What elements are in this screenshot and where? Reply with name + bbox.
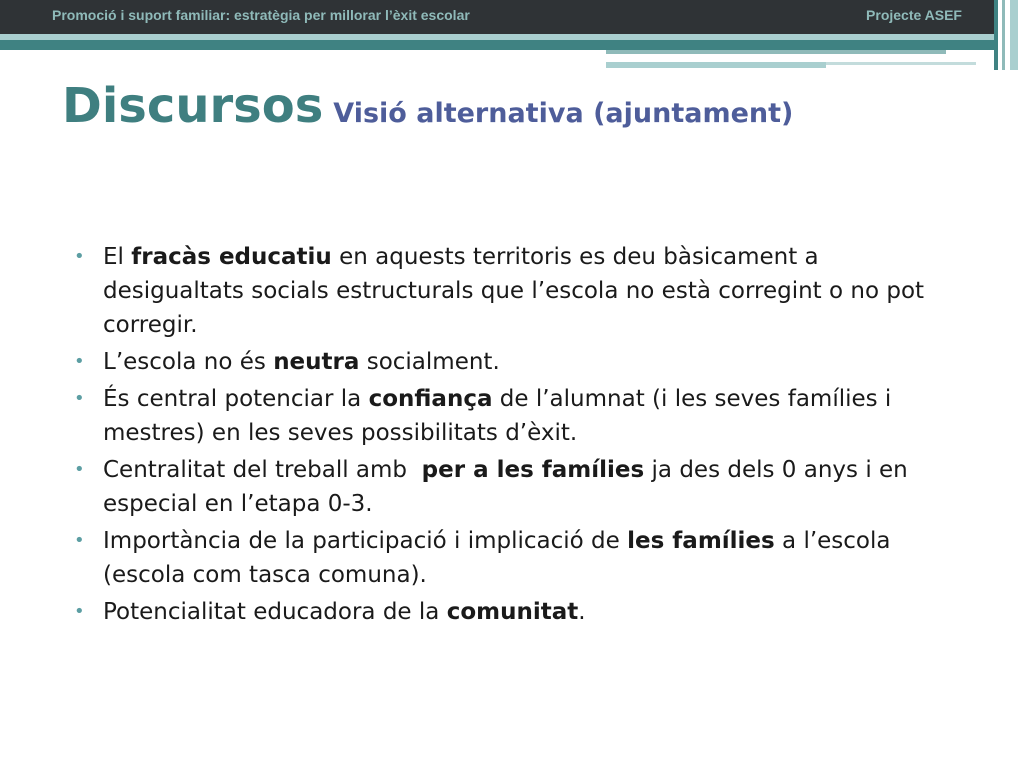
slide-title bbox=[62, 78, 793, 134]
bullet-text: en aquests territoris es deu bàsicament a desigualtats socials estructurals que l’escola no està corregint o no pot corregir. bbox=[103, 244, 925, 338]
slide-title-main: Discursos bbox=[62, 78, 324, 134]
decorative-right-stripes bbox=[994, 0, 1024, 70]
bullet-list bbox=[74, 240, 954, 632]
decorative-line bbox=[606, 50, 946, 54]
bullet-text: És central potenciar la bbox=[103, 386, 369, 412]
bullet-emphasis: comunitat bbox=[446, 599, 579, 625]
bullet-text: Potencialitat educadora de la bbox=[103, 599, 447, 625]
decorative-line bbox=[606, 62, 826, 68]
bullet-dot-icon: • bbox=[74, 459, 85, 480]
slide-title-subtitle: Visió alternativa (ajuntament) bbox=[333, 98, 794, 129]
bullet-text: socialment. bbox=[359, 349, 500, 375]
decorative-stripe bbox=[1010, 0, 1018, 70]
header-light-band bbox=[0, 34, 1024, 40]
bullet-text: de l’alumnat (i les seves famílies i mestres) en les seves possibilitats d’èxit. bbox=[103, 386, 892, 446]
bullet-emphasis: les famílies bbox=[627, 528, 775, 554]
bullet-dot-icon: • bbox=[74, 601, 85, 622]
slide-header-bar bbox=[0, 0, 994, 34]
bullet-dot-icon: • bbox=[74, 388, 85, 409]
bullet-dot-icon: • bbox=[74, 530, 85, 551]
bullet-item bbox=[74, 524, 954, 592]
bullet-emphasis: fracàs educatiu bbox=[131, 244, 332, 270]
header-presentation-title: Promoció i suport familiar: estratègia per millorar l’èxit escolar bbox=[52, 7, 470, 23]
bullet-item bbox=[74, 345, 954, 379]
header-project-name: Projecte ASEF bbox=[866, 7, 962, 23]
bullet-dot-icon: • bbox=[74, 351, 85, 372]
bullet-item bbox=[74, 595, 954, 629]
bullet-text: El bbox=[103, 244, 132, 270]
bullet-text: ja des dels 0 anys i en especial en l’etapa 0-3. bbox=[103, 457, 908, 517]
bullet-text: Importància de la participació i implicació de bbox=[103, 528, 628, 554]
bullet-text: a l’escola (escola com tasca comuna). bbox=[103, 528, 891, 588]
decorative-stripe bbox=[1002, 0, 1005, 70]
bullet-item bbox=[74, 382, 954, 450]
bullet-item bbox=[74, 240, 954, 342]
bullet-emphasis: per a les famílies bbox=[421, 457, 645, 483]
bullet-text: L’escola no és bbox=[103, 349, 274, 375]
bullet-emphasis: confiança bbox=[368, 386, 493, 412]
bullet-item bbox=[74, 453, 954, 521]
bullet-emphasis: neutra bbox=[273, 349, 360, 375]
bullet-text: . bbox=[578, 599, 586, 625]
bullet-dot-icon: • bbox=[74, 246, 85, 267]
decorative-line bbox=[826, 62, 976, 65]
bullet-text: Centralitat del treball amb bbox=[103, 457, 422, 483]
decorative-stripe bbox=[994, 0, 998, 70]
